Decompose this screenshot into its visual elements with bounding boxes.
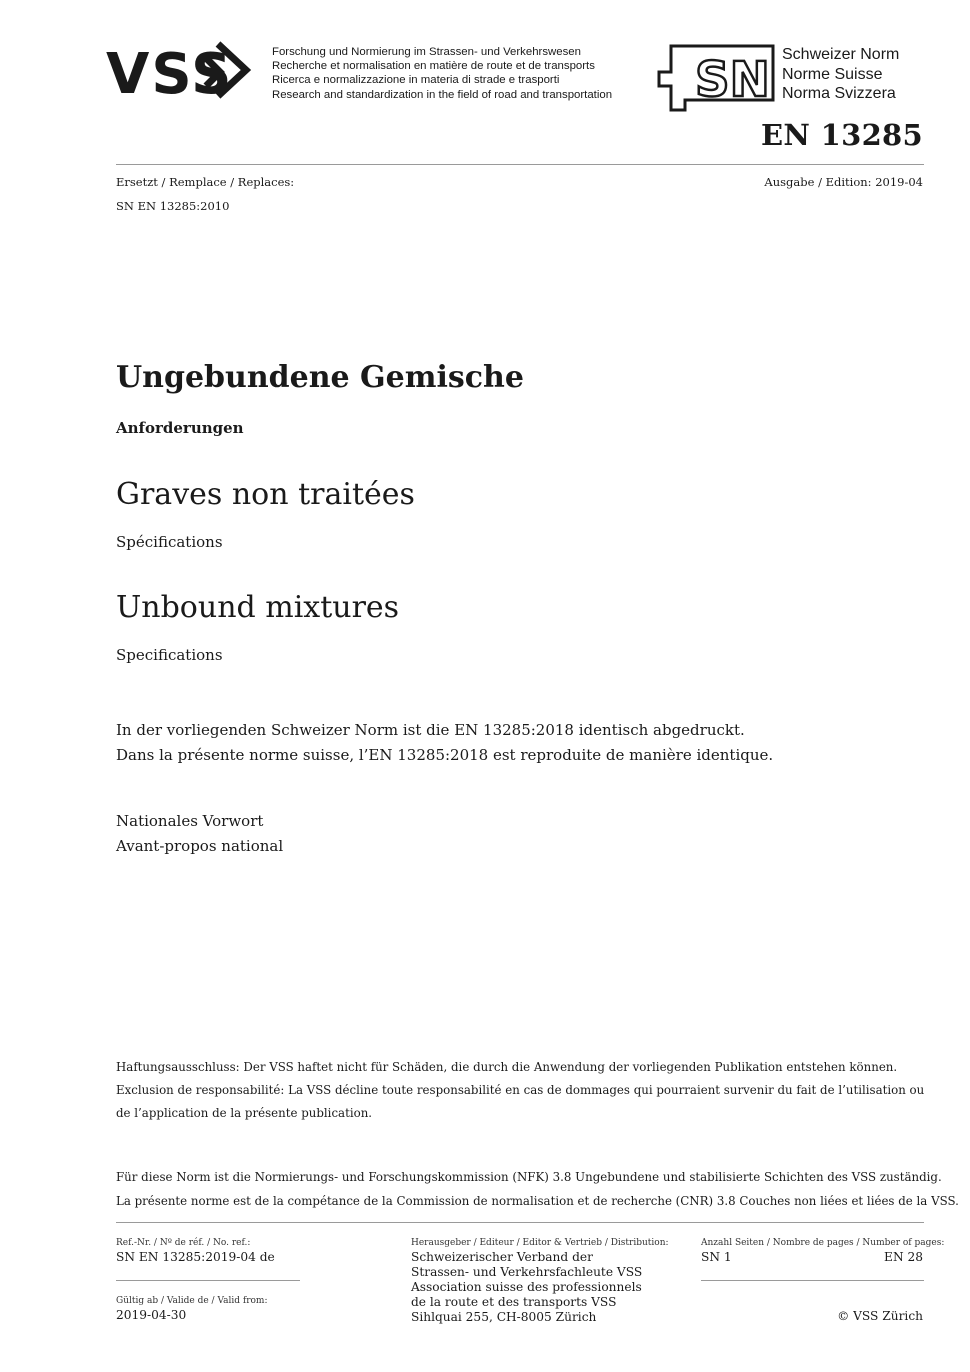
sn-name-de: Schweizer Norm [782,46,900,63]
committee-french: La présente norme est de la compétance de la Commission de normalisation et de recherche (CNR) 3.8 Couches non liées et liées de la VSS. [116,1194,959,1208]
valid-value: 2019-04-30 [116,1308,187,1322]
tagline-fr: Recherche et normalisation en matière de route et de transports [272,60,595,73]
publisher-line: Sihlquai 255, CH-8005 Zürich [411,1310,597,1324]
edition: Ausgabe / Edition: 2019-04 [764,175,923,189]
pages-en: EN 28 [884,1250,923,1264]
footer-divider [116,1222,924,1223]
title-english: Unbound mixtures [116,590,400,625]
pages-label: Anzahl Seiten / Nombre de pages / Number of pages: [701,1238,945,1248]
subtitle-german: Anforderungen [116,419,244,437]
sn-logo-letters: SN [695,52,770,108]
sn-names [782,45,899,104]
publisher-label: Herausgeber / Editeur / Editor & Vertrieb / Distribution: [411,1238,669,1248]
sn-name-it: Norma Svizzera [782,85,896,102]
publisher-line: Strassen- und Verkehrsfachleute VSS [411,1265,643,1279]
tagline-de: Forschung und Normierung im Strassen- und Verkehrswesen [272,46,581,58]
valid-label: Gültig ab / Valide de / Valid from: [116,1296,268,1306]
vss-logo-letters: VSS [106,42,234,100]
header-divider [116,164,924,165]
subtitle-english: Specifications [116,646,223,664]
committee-german: Für diese Norm ist die Normierungs- und Forschungskommission (NFK) 3.8 Ungebundene und stabilisierte Schichten des VSS zuständig. [116,1170,942,1184]
title-german: Ungebundene Gemische [116,360,524,395]
replaces-label: Ersetzt / Remplace / Replaces: [116,175,295,189]
sn-logo-graphic [657,44,777,114]
title-french: Graves non traitées [116,477,415,512]
tagline-en: Research and standardization in the field of road and transportation [272,88,613,101]
foreword-german: Nationales Vorwort [116,812,264,830]
vss-logo-graphic [106,40,266,100]
identical-note-french: Dans la présente norme suisse, l’EN 13285:2018 est reproduite de manière identique. [116,746,774,764]
publisher-address [411,1250,642,1325]
disclaimer-line-1: Haftungsausschluss: Der VSS haftet nicht für Schäden, die durch die Anwendung der vorliegenden Publikation entstehen können. [116,1060,898,1074]
publisher-line: Association suisse des professionnels [411,1280,642,1294]
replaces-value: SN EN 13285:2010 [116,199,230,213]
disclaimer-line-3: de l’application de la présente publication. [116,1106,373,1120]
tagline-it: Ricerca e normalizzazione in materia di strade e trasporti [272,74,560,87]
ref-divider [116,1280,300,1281]
publisher-line: de la route et des transports VSS [411,1295,617,1309]
ref-label: Ref.-Nr. / Nº de réf. / No. ref.: [116,1238,251,1248]
sn-logo [657,44,777,114]
standard-number: EN 13285 [761,118,923,152]
sn-name-fr: Norme Suisse [782,65,883,83]
subtitle-french: Spécifications [116,533,223,551]
pages-sn: SN 1 [701,1250,732,1264]
identical-note-german: In der vorliegenden Schweizer Norm ist die EN 13285:2018 identisch abgedruckt. [116,721,745,739]
pages-divider [701,1280,924,1281]
foreword-french: Avant-propos national [116,837,284,855]
disclaimer-line-2: Exclusion de responsabilité: La VSS décline toute responsabilité en cas de dommages qui pourraient survenir du fait de l’utilisation ou [116,1083,925,1097]
publisher-line: Schweizerischer Verband der [411,1250,593,1264]
ref-value: SN EN 13285:2019-04 de [116,1250,275,1264]
vss-logo [106,40,266,100]
copyright: © VSS Zürich [837,1309,923,1323]
vss-tagline [272,45,612,102]
